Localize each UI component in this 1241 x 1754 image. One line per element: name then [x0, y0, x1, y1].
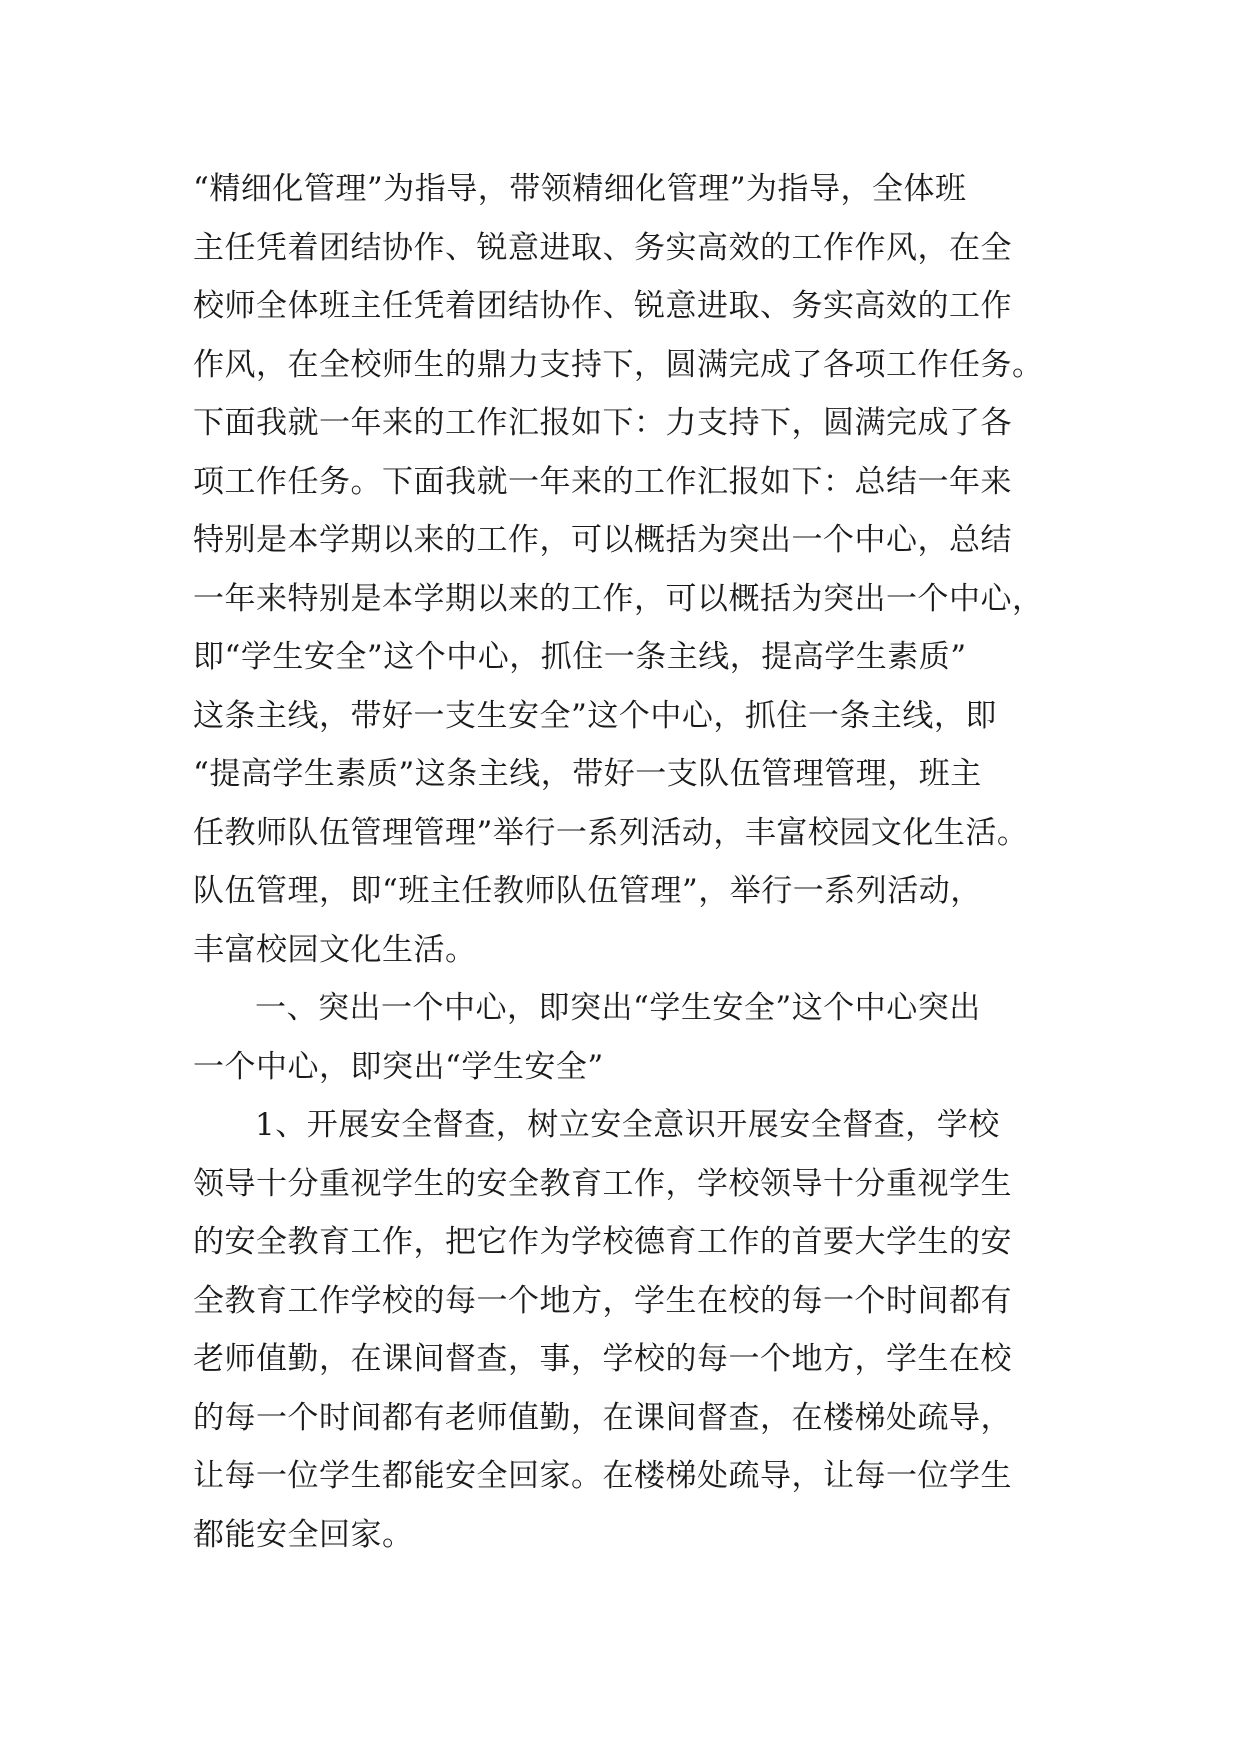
text-line: 校师全体班主任凭着团结协作、锐意进取、务实高效的工作 — [193, 288, 1012, 324]
text-line: 下面我就一年来的工作汇报如下：力支持下，圆满完成了各 — [193, 405, 1012, 441]
text-line: 的每一个时间都有老师值勤，在课间督查，在楼梯处疏导， — [193, 1399, 1012, 1436]
text-line: 任教师队伍管理管理”举行一系列活动，丰富校园文化生活。 — [193, 814, 1029, 851]
text-line: 作风，在全校师生的鼎力支持下，圆满完成了各项工作任务。 — [193, 346, 1044, 383]
text-line: “精细化管理”为指导，带领精细化管理”为指导，全体班 — [193, 171, 967, 207]
text-line: 丰富校园文化生活。 — [193, 931, 477, 968]
text-line: 这条主线，带好一支生安全”这个中心，抓住一条主线，即 — [193, 697, 997, 734]
text-line: 项工作任务。下面我就一年来的工作汇报如下：总结一年来 — [193, 463, 1012, 500]
text-line: 都能安全回家。 — [193, 1516, 414, 1553]
section-heading: 一、突出一个中心，即突出“学生安全”这个中心突出 — [255, 990, 981, 1026]
text-line: 特别是本学期以来的工作，可以概括为突出一个中心，总结 — [193, 522, 1012, 558]
text-line: 队伍管理，即“班主任教师队伍管理”，举行一系列活动， — [193, 873, 982, 909]
body-text — [193, 160, 1053, 1564]
text-line: 全教育工作学校的每一个地方，学生在校的每一个时间都有 — [193, 1282, 1012, 1319]
text-line: “提高学生素质”这条主线，带好一支队伍管理管理，班主 — [193, 756, 982, 792]
text-line: 一年来特别是本学期以来的工作，可以概括为突出一个中心， — [193, 580, 1044, 617]
text-line: 1、开展安全督查，树立安全意识开展安全督查，学校 — [255, 1107, 1000, 1143]
text-line: 领导十分重视学生的安全教育工作，学校领导十分重视学生 — [193, 1165, 1012, 1202]
text-line: 的安全教育工作，把它作为学校德育工作的首要大学生的安 — [193, 1224, 1012, 1260]
text-line: 让每一位学生都能安全回家。在楼梯处疏导，让每一位学生 — [193, 1458, 1012, 1494]
text-line: 即“学生安全”这个中心，抓住一条主线，提高学生素质” — [193, 639, 967, 675]
text-line: 老师值勤，在课间督查，事，学校的每一个地方，学生在校 — [193, 1341, 1012, 1377]
section-heading-continued: 一个中心，即突出“学生安全” — [193, 1048, 604, 1085]
text-line: 主任凭着团结协作、锐意进取、务实高效的工作作风，在全 — [193, 229, 1012, 266]
